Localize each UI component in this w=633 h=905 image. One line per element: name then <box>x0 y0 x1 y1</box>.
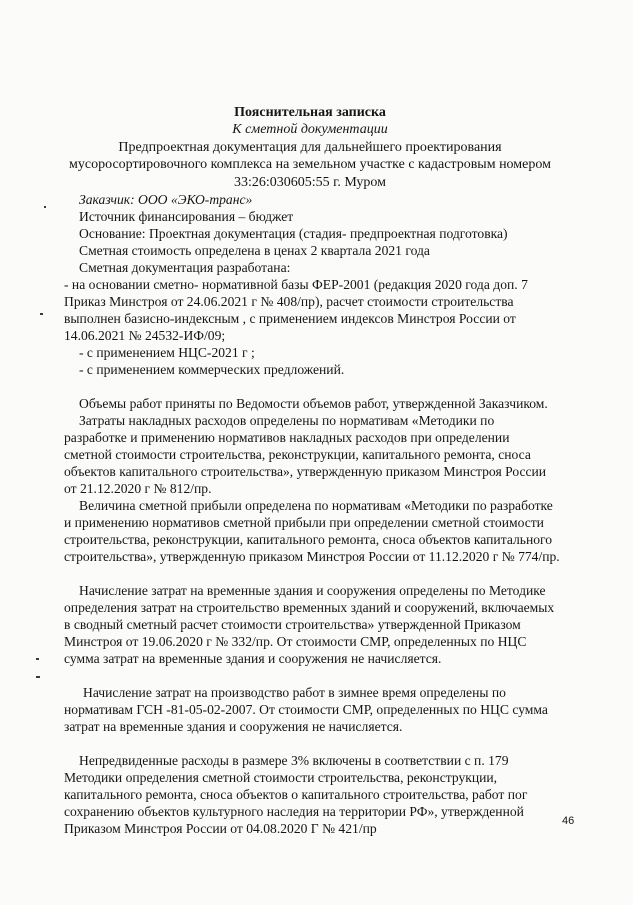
temp-line: в сводный сметный расчет стоимости строительства» утвержденной Приказом <box>64 617 521 632</box>
winter-line: затрат на временные здания и сооружения не начисляется. <box>64 719 403 734</box>
volumes-line: объектов капитального строительства», утвержденную приказом Минстроя России <box>64 464 547 479</box>
scan-speck <box>36 676 40 678</box>
profit-line: Величина сметной прибыли определена по нормативам «Методики по разработке <box>79 498 553 513</box>
intro-line: Основание: Проектная документация (стадия- предпроектная подготовка) <box>79 226 508 241</box>
intro-line: - с применением коммерческих предложений. <box>79 362 345 377</box>
winter-line: нормативам ГСН -81-05-02-2007. От стоимости СМР, определенных по НЦС сумма <box>64 702 548 717</box>
intro-line: Источник финансирования – бюджет <box>79 209 294 224</box>
unforeseen-line: капитального ремонта, сноса объектов о капитального строительства, работ пог <box>64 787 528 802</box>
volumes-line: Объемы работ приняты по Ведомости объемов работ, утвержденной Заказчиком. <box>79 396 548 411</box>
intro-line: выполнен базисно-индексным , с применением индексов Минстроя России от <box>64 311 516 326</box>
temp-line: определения затрат на строительство временных зданий и сооружений, включаемых <box>64 600 555 615</box>
intro-line: - на основании сметно- нормативной базы ФЕР-2001 (редакция 2020 года доп. 7 <box>64 277 528 292</box>
unforeseen-line: Приказом Минстроя России от 04.08.2020 Г № 421/пр <box>64 821 377 836</box>
temp-line: Начисление затрат на временные здания и сооружения определены по Методике <box>79 583 546 598</box>
unforeseen-line: Непредвиденные расходы в размере 3% включены в соответствии с п. 179 <box>79 753 509 768</box>
profit-line: строительства, реконструкции, капитального ремонта, сноса объектов капитального <box>64 532 553 547</box>
intro-line: Приказ Минстроя от 24.06.2021 г № 408/пр), расчет стоимости строительства <box>64 294 514 309</box>
scan-speck <box>36 658 39 660</box>
temp-line: Минстроя от 19.06.2020 г № 332/пр. От стоимости СМР, определенных по НЦС <box>64 634 527 649</box>
temp-line: сумма затрат на временные здания и сооружения не начисляется. <box>64 651 442 666</box>
profit-line: и применению нормативов сметной прибыли при определении сметной стоимости <box>64 515 544 530</box>
unforeseen-line: Методики определения сметной стоимости строительства, реконструкции, <box>64 770 498 785</box>
unforeseen-line: сохранению объектов культурного наследия на территории РФ», утвержденной <box>64 804 524 819</box>
project-line: 33:26:030605:55 г. Муром <box>233 175 387 190</box>
scan-speck <box>40 313 43 315</box>
intro-line: 14.06.2021 № 24532-ИФ/09; <box>64 328 226 343</box>
project-line: Предпроектная документация для дальнейшего проектирования <box>118 140 502 155</box>
volumes-line: сметной стоимости строительства, реконструкции, капитального ремонта, сноса <box>64 447 531 462</box>
customer-line: Заказчик: ООО «ЭКО-транс» <box>79 192 253 207</box>
volumes-line: Затраты накладных расходов определены по нормативам «Методики по <box>79 413 495 428</box>
project-line: мусоросортировочного комплекса на земельном участке с кадастровым номером <box>69 157 551 172</box>
volumes-line: разработке и применению нормативов накладных расходов при определении <box>64 430 510 445</box>
intro-line: Сметная документация разработана: <box>79 260 291 275</box>
winter-line: Начисление затрат на производство работ в зимнее время определены по <box>83 685 506 700</box>
intro-line: - с применением НЦС-2021 г ; <box>79 345 255 360</box>
scan-speck <box>44 206 46 208</box>
volumes-line: от 21.12.2020 г № 812/пр. <box>64 481 212 496</box>
document-subtitle: К сметной документации <box>232 122 388 137</box>
profit-line: строительства», утвержденную приказом Минстроя России от 11.12.2020 г № 774/пр. <box>64 549 560 564</box>
page-number: 46 <box>562 815 575 827</box>
document-title: Пояснительная записка <box>234 105 386 120</box>
intro-line: Сметная стоимость определена в ценах 2 квартала 2021 года <box>79 243 430 258</box>
